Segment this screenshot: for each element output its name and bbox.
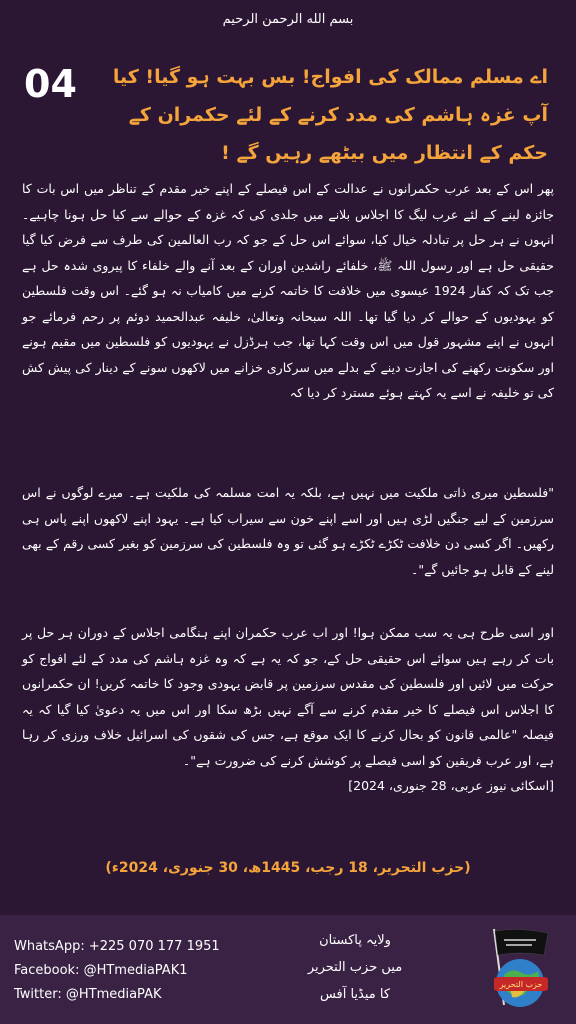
issue-number: 04 xyxy=(24,62,77,106)
bismillah-heading: بسم الله الرحمن الرحیم xyxy=(222,12,354,27)
article-paragraph-2-quote: "فلسطین میری ذاتی ملکیت میں نہیں ہے، بلکہ یہ امت مسلمہ کی ملکیت ہے۔ میرے لوگوں نے اس سرزمین کے لیے جنگیں لڑی ہیں اور اسے اپنے خون سے سیراب کیا ہے۔ یہود اپنے لاکھوں اپنے پاس ہی رکھیں۔ اگر کسی دن خلافت ٹکڑے ٹکڑے ہو گئی تو وہ فلسطین کی سرزمین کو بغیر کسی رقم کے بھی لینے کے قابل ہو جائیں گے"۔ xyxy=(22,485,554,577)
org-line-2: میں حزب التحریر xyxy=(307,960,403,975)
whatsapp-contact: WhatsApp: +225 070 177 1951 xyxy=(14,939,220,954)
contact-list xyxy=(14,935,220,1007)
facebook-contact: Facebook: @HTmediaPAK1 xyxy=(14,963,188,978)
footer-bar xyxy=(0,915,576,1024)
org-line-1: ولایہ پاکستان xyxy=(319,933,391,948)
article-paragraph-3 xyxy=(22,620,554,799)
org-line-3: کا میڈیا آفس xyxy=(319,987,391,1002)
hizb-ut-tahrir-logo xyxy=(474,925,558,1017)
signature-line: (حزب التحریر، 18 رجب، 1445ھ، 30 جنوری، 2024ء) xyxy=(105,860,471,876)
logo-text: حزب التحریر xyxy=(499,980,543,989)
article-source: [اسکائی نیوز عربی، 28 جنوری، 2024] xyxy=(348,778,554,793)
headline: اے مسلم ممالک کی افواج! بس بہت ہو گیا! کیا آپ غزہ ہاشم کی مدد کرنے کے لئے حکمران کے حکم کے انتظار میں بیٹھے رہیں گے ! xyxy=(112,66,548,164)
media-office-name xyxy=(300,927,410,1008)
article-paragraph-1: پھر اس کے بعد عرب حکمرانوں نے عدالت کے اس فیصلے کے اپنے خیر مقدم کے تناظر میں اس بات کا جائزہ لینے کے لئے عرب لیگ کا اجلاس بلانے میں جلدی کی کہ غزہ کے حوالے سے کیا حل ہونا چاہیے۔ انہوں نے ہر حل پر تبادلہ خیال کیا، سوائے اس حل کے جو کہ رب العالمین کی طرف سے فرض کیا گیا حقیقی حل ہے اور رسول اللہ ﷺ، خلفائے راشدین اوران کے بعد آنے والے خلفاء کا پیروی شدہ حل ہے جب تک کہ کفار 1924 عیسوی میں خلافت کا خاتمہ کرنے میں کامیاب نہ ہو گئے۔ اس وقت فلسطین کو یہودیوں کے حوالے کر دیا گیا تھا۔ اللہ سبحانہ وتعالیٰ، خلیفہ عبدالحمید دوئم پر رحم فرمائے جو انہوں نے اپنے مشہور قول میں اس وقت کہا تھا، جب ہرڈزل نے یہودیوں کو فلسطین میں مقیم ہونے اور سکونت رکھنے کی اجازت دینے کے بدلے میں سرکاری خزانے میں لاکھوں سونے کے دینار کی پیش کش کی تو خلیفہ نے اسے یہ کہتے ہوئے مسترد کر دیا کہ xyxy=(22,181,554,400)
twitter-contact: Twitter: @HTmediaPAK xyxy=(14,987,162,1002)
article-paragraph-3-text: اور اسی طرح ہی یہ سب ممکن ہوا! اور اب عرب حکمران اپنے ہنگامی اجلاس کے دوران ہر حل پر بات کر رہے ہیں سوائے اس حقیقی حل کے، جو کہ یہ ہے کہ وہ غزہ ہاشم کی مدد کے لئے افواج کو حرکت میں لائیں اور فلسطین کی مقدس سرزمین پر قابض یہودی وجود کا خاتمہ کریں! ان حکمرانوں کا اجلاس اس فیصلے کا خیر مقدم کرنے سے آگے نہیں بڑھ سکا اور اس میں یہ دعویٰ کیا گیا کہ یہ فیصلہ "عالمی قانون کو بحال کرنے کا ایک موقع ہے، جس کی شقوں کی اسرائیل خلاف ورزی کر رہا ہے، اور عرب فریقین کو اسی فیصلے پر کوشش کرنے کی ضرورت ہے"۔ xyxy=(22,625,554,768)
